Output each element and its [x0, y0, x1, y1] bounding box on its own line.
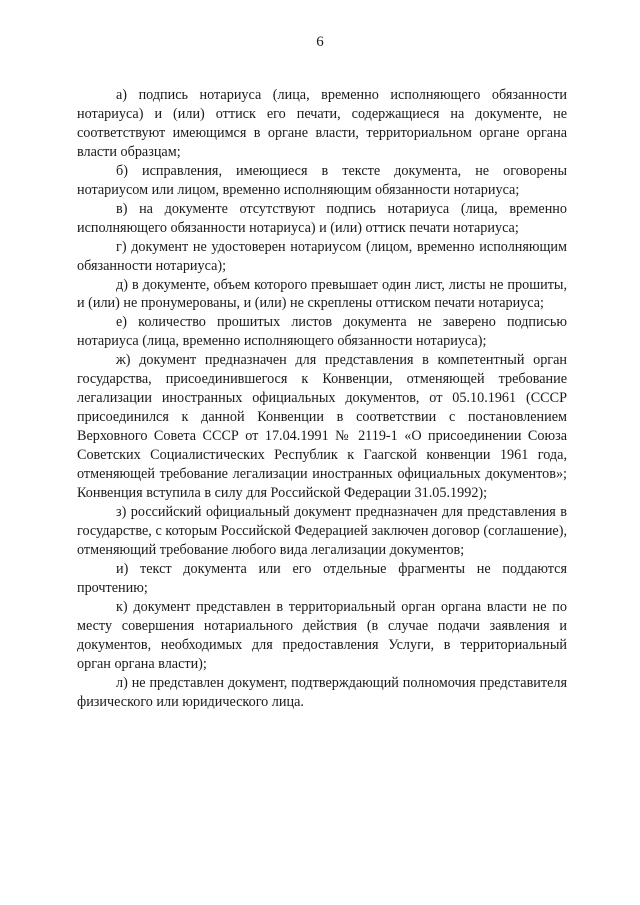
list-item-zh: ж) документ предназначен для представления в компетентный орган государства, присоединившегося к Конвенции, отменяющей требование легализации иностранных официальных документов, от 05.10.1961 (СССР присоединился к данной Конвенции в соответствии с постановлением Верховного Совета СССР от 17.04.1991 № 2119-1 «О присоединении Союза Советских Социалистических Республик к Гаагской конвенции 1961 года, отменяющей требование легализации иностранных официальных документов»; Конвенция вступила в силу для Российской Федерации 31.05.1992); — [77, 352, 567, 502]
list-item-d: д) в документе, объем которого превышает один лист, листы не прошиты, и (или) не пронумерованы, и (или) не скреплены оттиском печати нотариуса; — [77, 276, 567, 312]
page-number: 6 — [316, 34, 324, 50]
list-item-k: к) документ представлен в территориальный орган органа власти не по месту совершения нотариального действия (в случае подачи заявления и документов, необходимых для предоставления Услуги, в территориальный орган органа власти); — [77, 598, 567, 672]
list-item-b: б) исправления, имеющиеся в тексте документа, не оговорены нотариусом или лицом, временно исполняющим обязанности нотариуса; — [77, 162, 567, 198]
list-item-v: в) на документе отсутствуют подпись нотариуса (лица, временно исполняющего обязанности нотариуса) и (или) оттиск печати нотариуса; — [77, 200, 567, 236]
list-item-a: а) подпись нотариуса (лица, временно исполняющего обязанности нотариуса) и (или) оттиск его печати, содержащиеся на документе, не соответствуют имеющимся в органе власти, территориальном органе органа власти образцам; — [77, 87, 567, 160]
document-body — [77, 86, 567, 711]
list-item-z: з) российский официальный документ предназначен для представления в государстве, с которым Российской Федерацией заключен договор (соглашение), отменяющий требование любого вида легализации документов; — [77, 503, 567, 558]
list-item-e: е) количество прошитых листов документа не заверено подписью нотариуса (лица, временно исполняющего обязанности нотариуса); — [77, 314, 567, 350]
list-item-g: г) документ не удостоверен нотариусом (лицом, временно исполняющим обязанности нотариуса); — [77, 238, 567, 274]
list-item-i: и) текст документа или его отдельные фрагменты не поддаются прочтению; — [77, 560, 567, 596]
list-item-l: л) не представлен документ, подтверждающий полномочия представителя физического или юридического лица. — [77, 674, 567, 710]
